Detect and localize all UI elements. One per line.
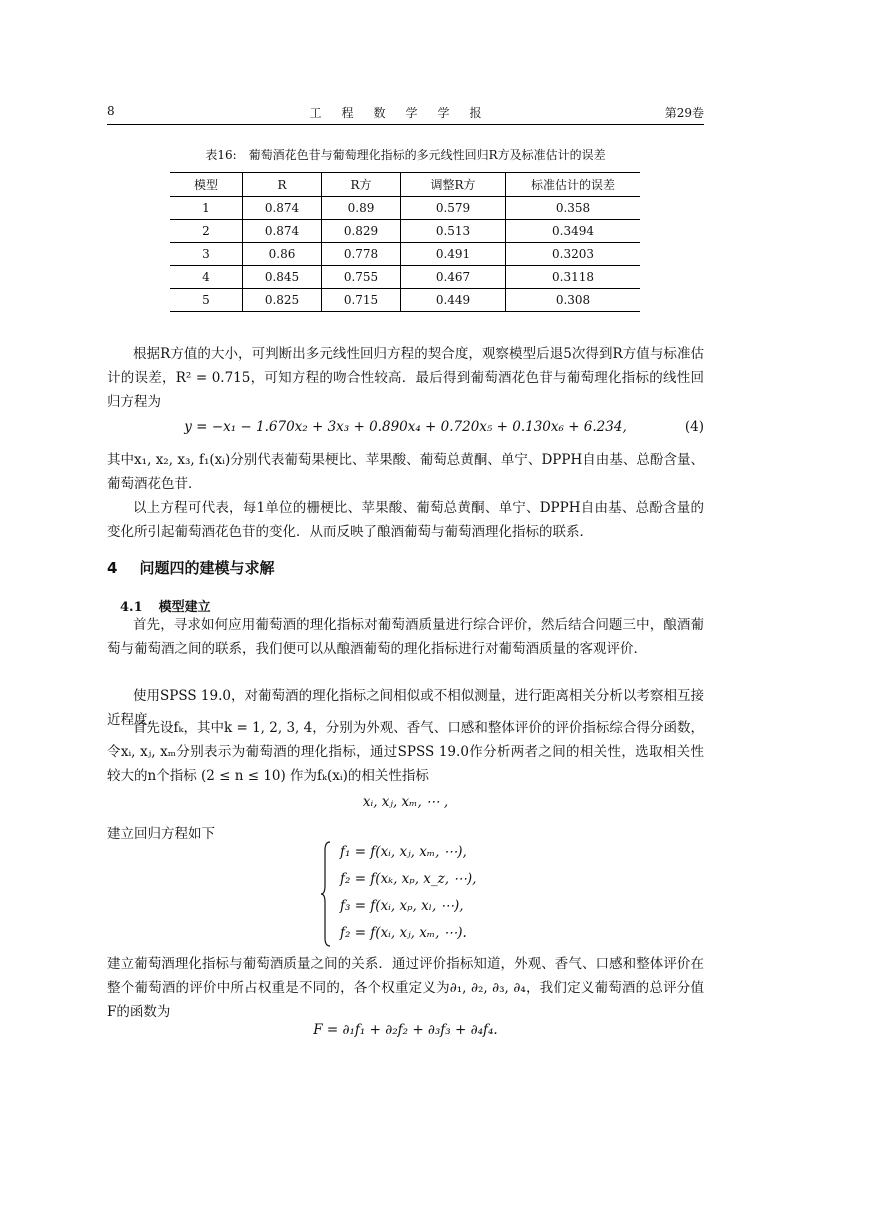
table-cell: 0.3118	[506, 266, 641, 289]
table-cell: 0.874	[243, 220, 322, 243]
system-equation: f₂ = f(xᵢ, xⱼ, xₘ, ⋯).	[340, 925, 467, 941]
regression-table	[170, 172, 640, 312]
table-cell: 0.3203	[506, 243, 641, 266]
section-title: 问题四的建模与求解	[139, 559, 275, 577]
table-cell: 4	[170, 266, 243, 289]
table-row	[170, 266, 640, 289]
page-number: 8	[107, 104, 115, 118]
paragraph-approach: 首先，寻求如何应用葡萄酒的理化指标对葡萄酒质量进行综合评价，然后结合问题三中，酿酒葡萄与葡萄酒之间的联系，我们便可以从酿酒葡萄的理化指标进行对葡萄酒质量的客观评价．	[107, 617, 704, 657]
table-cell: 0.449	[401, 289, 506, 312]
journal-title: 工程数学学报	[309, 106, 502, 120]
subsection-number: 4.1	[120, 600, 143, 615]
table-cell: 2	[170, 220, 243, 243]
paragraph-weights: 建立葡萄酒理化指标与葡萄酒质量之间的关系．通过评价指标知道，外观、香气、口感和整体评价在整个葡萄酒的评价中所占权重是不同的，各个权重定义为∂₁, ∂₂, ∂₃, ∂₄，我们定义葡萄酒的总评分值F的函数为	[107, 956, 704, 1020]
volume-label: 第29卷	[664, 106, 704, 120]
section-number: 4	[107, 559, 118, 577]
table-row	[170, 243, 640, 266]
table-cell: 0.845	[243, 266, 322, 289]
system-equation: f₃ = f(xᵢ, xₚ, xₗ, ⋯),	[340, 898, 464, 914]
table-cell: 0.715	[322, 289, 401, 312]
equation-number: (4)	[684, 419, 704, 435]
table-cell: 0.308	[506, 289, 641, 312]
table-cell: 0.86	[243, 243, 322, 266]
equation-system	[320, 840, 520, 950]
left-brace-icon	[320, 840, 332, 948]
table-caption	[107, 146, 704, 163]
table-cell: 0.874	[243, 197, 322, 220]
equation-4-body: y = −x₁ − 1.670x₂ + 3x₃ + 0.890x₄ + 0.720x₅ + 0.130x₆ + 6.234,	[184, 419, 627, 435]
table-row	[170, 220, 640, 243]
paragraph-functions: 首先设fₖ，其中k = 1, 2, 3, 4，分别为外观、香气、口感和整体评价的评价指标综合得分函数，令xᵢ, xⱼ, xₘ分别表示为葡萄酒的理化指标，通过SPSS 19.0作分析两者之间的相关性，选取相关性较大的n个指标 (2 ≤ n ≤ 10) 作为fₖ(xᵢ)的相关性指标	[107, 720, 704, 784]
table-row	[170, 197, 640, 220]
column-header: R	[243, 173, 322, 197]
paragraph-interpretation: 以上方程可代表，每1单位的栅梗比、苹果酸、葡萄总黄酮、单宁、DPPH自由基、总酚含量的变化所引起葡萄酒花色苷的变化．从而反映了酿酒葡萄与葡萄酒理化指标的联系．	[107, 500, 704, 540]
paragraph-regression-intro: 建立回归方程如下	[107, 826, 215, 842]
paragraph-spss: 使用SPSS 19.0，对葡萄酒的理化指标之间相似或不相似测量，进行距离相关分析以考察相互接近程度．	[107, 688, 704, 728]
table-label: 表16:	[205, 148, 237, 162]
table-cell: 0.467	[401, 266, 506, 289]
table-cell: 3	[170, 243, 243, 266]
table-cell: 5	[170, 289, 243, 312]
table-cell: 0.3494	[506, 220, 641, 243]
page-header	[107, 104, 704, 125]
table-cell: 0.491	[401, 243, 506, 266]
table-row	[170, 289, 640, 312]
table-header-row	[170, 173, 640, 197]
table-cell: 1	[170, 197, 243, 220]
table-cell: 0.829	[322, 220, 401, 243]
section-heading	[107, 557, 274, 578]
column-header: 标准估计的误差	[506, 173, 641, 197]
paragraph-variables: 其中x₁, x₂, x₃, f₁(xᵢ)分别代表葡萄果梗比、苹果酸、葡萄总黄酮、单宁、DPPH自由基、总酚含量、葡萄酒花色苷．	[107, 452, 704, 492]
table-cell: 0.778	[322, 243, 401, 266]
column-header: 模型	[170, 173, 243, 197]
table-cell: 0.755	[322, 266, 401, 289]
equation-4	[107, 419, 704, 435]
subsection-title: 模型建立	[158, 600, 211, 615]
system-equation: f₁ = f(xᵢ, xⱼ, xₘ, ⋯),	[340, 844, 467, 860]
table-cell: 0.513	[401, 220, 506, 243]
column-header: R方	[322, 173, 401, 197]
table-cell: 0.89	[322, 197, 401, 220]
table-title: 葡萄酒花色苷与葡萄理化指标的多元线性回归R方及标准估计的误差	[248, 148, 606, 162]
column-header: 调整R方	[401, 173, 506, 197]
variables-line: xᵢ, xⱼ, xₘ, ⋯ ,	[362, 794, 449, 810]
table-cell: 0.579	[401, 197, 506, 220]
paragraph-r-square: 根据R方值的大小，可判断出多元线性回归方程的契合度，观察模型后退5次得到R方值与标准估计的误差，R² = 0.715，可知方程的吻合性较高．最后得到葡萄酒花色苷与葡萄理化指标的线性回归方程为	[107, 346, 704, 410]
system-equation: f₂ = f(xₖ, xₚ, x_z, ⋯),	[340, 871, 477, 887]
table-cell: 0.825	[243, 289, 322, 312]
equation-total-score: F = ∂₁f₁ + ∂₂f₂ + ∂₃f₃ + ∂₄f₄.	[313, 1022, 498, 1038]
table-cell: 0.358	[506, 197, 641, 220]
